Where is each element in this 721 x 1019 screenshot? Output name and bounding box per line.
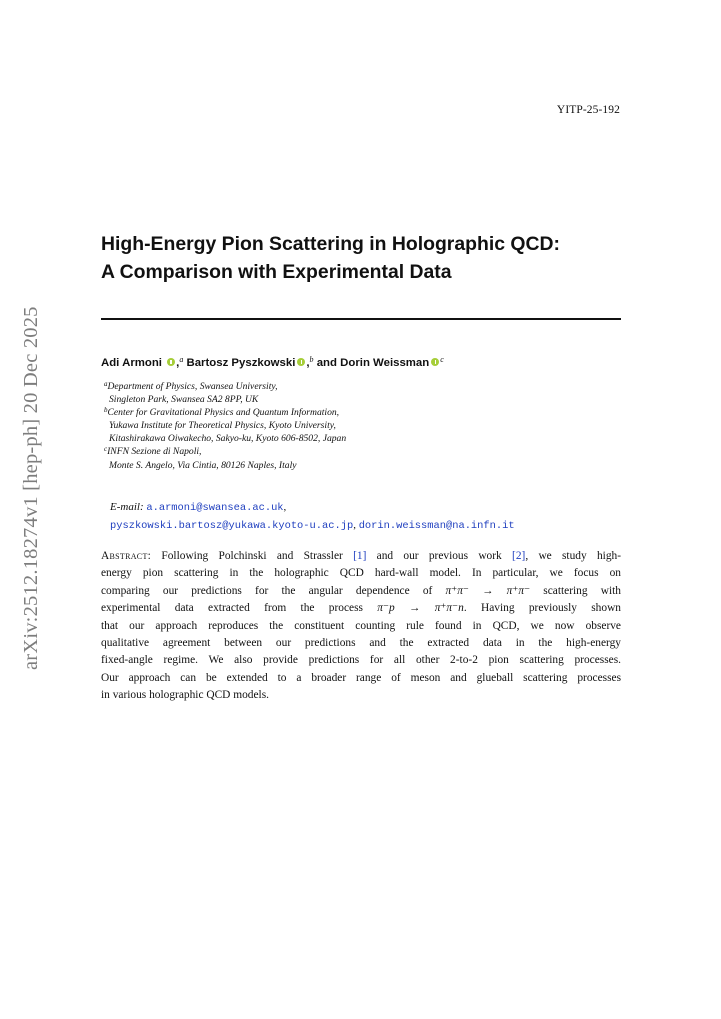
abstract-line: in various holographic QCD models. (101, 689, 269, 702)
abstract-line: fixed-angle regime. We also provide predictions for all other 2-to-2 pion scattering processes. (101, 654, 621, 667)
author-name-1: Adi Armoni (101, 357, 162, 369)
orcid-icon[interactable] (431, 358, 439, 366)
orcid-icon[interactable] (167, 358, 175, 366)
affiliation-list: $^a$Department of Physics, Swansea University, Singleton Park, Swansea SA2 8PP, UK $^b$Center for Gravitational Physics and Quantum Information, Yukawa Institute for Theoretical Physics, Kyoto University, Kitashirakawa Oiwakecho, Sakyo-ku, Kyoto 606-8502, Japan $^c$INFN Sezione di Napoli, Monte S. Angelo, Via Cintia, 80126 Naples, Italy (104, 380, 624, 472)
author-name-3: Dorin Weissman (340, 357, 430, 369)
author-name-2: Bartosz Pyszkowski (186, 357, 296, 369)
email-link-armoni[interactable]: a.armoni@swansea.ac.uk (146, 502, 284, 514)
paper-title (101, 230, 621, 286)
affiliation-a: $^a$Department of Physics, Swansea University, (104, 380, 278, 392)
email-label: E-mail: (110, 501, 144, 513)
abstract-line: comparing our predictions for the angular dependence of π⁺π⁻ → π⁺π⁻ scattering with (101, 584, 621, 597)
math-process: π⁺π⁻ → π⁺π⁻ (445, 584, 531, 597)
citation-link[interactable]: [1] (353, 550, 367, 562)
author-list: Adi Armoni ,$^a$ Bartosz Pyszkowski ,$^b$ and Dorin Weissman $^c$ (101, 355, 444, 369)
email-block: E-mail: a.armoni@swansea.ac.uk, pyszkowski.bartosz@yukawa.kyoto-u.ac.jp, dorin.weissman@na.infn.it (110, 501, 515, 532)
affiliation-c: $^c$INFN Sezione di Napoli, (104, 445, 202, 458)
abstract-line: energy pion scattering in the holographic QCD hard-wall model. In particular, we focus on (101, 567, 621, 580)
abstract-line: experimental data extracted from the process π⁻p → π⁺π⁻n. Having previously shown (101, 602, 621, 615)
email-link-weissman[interactable]: dorin.weissman@na.infn.it (358, 519, 515, 532)
orcid-icon[interactable] (297, 358, 305, 366)
title-line-2: A Comparison with Experimental Data (101, 261, 452, 283)
author-affiliation-mark-2[interactable]: b (309, 355, 314, 364)
author-affiliation-mark-3[interactable]: c (440, 355, 444, 364)
math-process: π⁻p → π⁺π⁻n (377, 602, 464, 615)
abstract-line: Abstract: Following Polchinski and Strassler [1] and our previous work [2], we study high- (101, 550, 622, 562)
affiliation-b: $^b$Center for Gravitational Physics and Quantum Information, (104, 406, 340, 419)
report-number: YITP-25-192 (556, 104, 620, 116)
title-divider (101, 318, 621, 320)
abstract (101, 548, 621, 705)
author-affiliation-mark-1[interactable]: a (179, 355, 184, 364)
abstract-line: qualitative agreement between our predictions and the extracted data in the high-energy (101, 636, 621, 649)
abstract-line: that our approach reproduces the constituent counting rule found in QCD, we now observe (101, 619, 621, 632)
author-conjunction: and (316, 357, 337, 369)
email-link-pyszkowski[interactable]: pyszkowski.bartosz@yukawa.kyoto-u.ac.jp (110, 519, 354, 532)
title-line-1: High-Energy Pion Scattering in Holographic QCD: (101, 233, 560, 255)
arxiv-identifier-stamp[interactable]: arXiv:2512.18274v1 [hep-ph] 20 Dec 2025 (20, 306, 42, 670)
abstract-heading: Abstract: (101, 550, 152, 562)
citation-link[interactable]: [2] (512, 550, 526, 562)
abstract-line: Our approach can be extended to a broader range of meson and glueball scattering processes (101, 671, 621, 684)
